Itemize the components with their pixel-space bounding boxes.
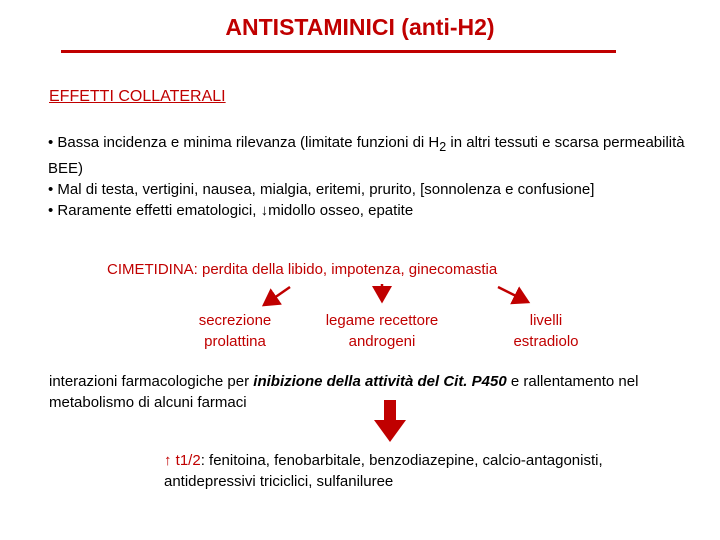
effect-line: secrezione [198, 312, 272, 329]
bullet-text: • Raramente effetti ematologici, [48, 202, 261, 219]
effect-line: androgeni [348, 333, 416, 350]
effect-androgen-receptor [312, 310, 452, 352]
bullet-text: • Bassa incidenza e minima rilevanza (limitate funzioni di H [48, 134, 440, 151]
half-life-label: t1/2 [171, 452, 201, 469]
effect-line: livelli [529, 312, 563, 329]
subscript: 2 [439, 140, 447, 154]
half-life-drugs [164, 450, 604, 492]
effect-prolactin [180, 310, 290, 352]
interaction-text: e rallentamento nel metabolismo di alcuni farmaci [49, 373, 639, 411]
effect-line: legame recettore [325, 312, 439, 329]
drug-interactions [49, 371, 709, 413]
section-heading: EFFETTI COLLATERALI [49, 88, 226, 105]
bullet-symptoms: • Mal di testa, vertigini, nausea, mialgia, eritemi, prurito, [sonnolenza e confusione] [48, 181, 595, 198]
effect-line: estradiolo [513, 333, 579, 350]
interaction-emphasis: inibizione della attività del Cit. P450 [253, 373, 507, 390]
up-arrow-icon: ↑ [164, 452, 172, 469]
arrow-left-icon [264, 287, 290, 305]
arrow-right-icon [498, 287, 528, 302]
big-down-arrow-icon [374, 420, 406, 442]
interaction-text: interazioni farmacologiche per [49, 373, 254, 390]
effect-estradiol [496, 310, 596, 352]
down-arrow-icon: ↓ [260, 202, 269, 219]
cimetidina-effects: CIMETIDINA: perdita della libido, impotenza, ginecomastia [107, 261, 498, 278]
slide-title: ANTISTAMINICI (anti-H2) [225, 14, 495, 40]
bullet-text: in altri tessuti e scarsa permeabilità BEE) [48, 134, 685, 177]
half-life-drug-list: : fenitoina, fenobarbitale, benzodiazepine, calcio-antagonisti, antidepressivi triciclici, sulfaniluree [164, 452, 603, 490]
bullet-text: midollo osseo, epatite [268, 202, 414, 219]
effect-line: prolattina [204, 333, 266, 350]
